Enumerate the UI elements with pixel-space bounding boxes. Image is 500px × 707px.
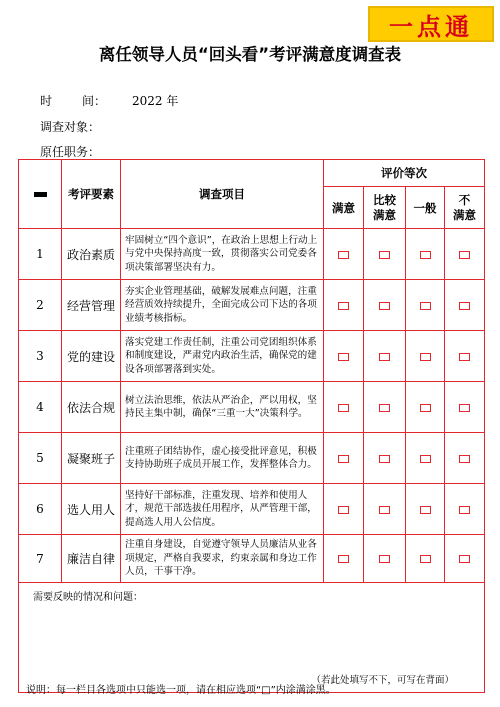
header-rating-group: 评价等次 bbox=[324, 160, 485, 187]
rating-cell[interactable] bbox=[324, 280, 364, 331]
time-label-2: 间： bbox=[82, 94, 107, 108]
brand-logo-text: 一点通 bbox=[389, 12, 473, 41]
checkbox[interactable] bbox=[379, 251, 390, 259]
checkbox[interactable] bbox=[459, 455, 470, 463]
row-item: 凝聚班子 bbox=[62, 433, 121, 484]
checkbox[interactable] bbox=[459, 302, 470, 310]
checkbox[interactable] bbox=[379, 506, 390, 514]
feedback-note: （若此处填写不下，可写在背面） bbox=[311, 675, 454, 686]
header-item: 考评要素 bbox=[62, 160, 121, 229]
rating-cell[interactable] bbox=[406, 433, 445, 484]
row-number: 7 bbox=[19, 535, 62, 583]
rating-cell[interactable] bbox=[364, 484, 406, 535]
row-item: 党的建设 bbox=[62, 331, 121, 382]
checkbox[interactable] bbox=[338, 506, 349, 514]
row-item: 廉洁自律 bbox=[62, 535, 121, 583]
checkbox[interactable] bbox=[420, 506, 431, 514]
checkbox[interactable] bbox=[420, 353, 431, 361]
rating-cell[interactable] bbox=[406, 484, 445, 535]
rating-cell[interactable] bbox=[364, 331, 406, 382]
header-rating-fairly-satisfied: 比较 满意 bbox=[364, 187, 406, 229]
feedback-label: 需要反映的情况和问题： bbox=[33, 592, 143, 603]
rating-cell[interactable] bbox=[406, 229, 445, 280]
rating-cell[interactable] bbox=[445, 331, 485, 382]
table-row bbox=[19, 535, 485, 583]
row-number: 2 bbox=[19, 280, 62, 331]
checkbox[interactable] bbox=[420, 455, 431, 463]
rating-cell[interactable] bbox=[364, 382, 406, 433]
checkbox[interactable] bbox=[420, 302, 431, 310]
row-content: 注重自身建设，自觉遵守领导人员廉洁从业各项规定，严格自我要求，约束亲属和身边工作人员，干事干净。 bbox=[121, 535, 324, 583]
checkbox[interactable] bbox=[459, 251, 470, 259]
rating-cell[interactable] bbox=[445, 382, 485, 433]
header-rating-unsatisfied: 不 满意 bbox=[445, 187, 485, 229]
row-item: 经营管理 bbox=[62, 280, 121, 331]
rating-cell[interactable] bbox=[324, 331, 364, 382]
checkbox[interactable] bbox=[338, 251, 349, 259]
rating-cell[interactable] bbox=[406, 535, 445, 583]
rating-cell[interactable] bbox=[406, 280, 445, 331]
survey-object-label: 调查对象： bbox=[40, 120, 101, 134]
header-seq bbox=[19, 160, 62, 229]
header-content: 调查项目 bbox=[121, 160, 324, 229]
header-rating-satisfied: 满意 bbox=[324, 187, 364, 229]
brand-logo bbox=[368, 6, 494, 42]
row-content: 坚持好干部标准，注重发现、培养和使用人才，规范干部选拔任用程序，从严管理干部，提高选人用人公信度。 bbox=[121, 484, 324, 535]
checkbox[interactable] bbox=[338, 404, 349, 412]
rating-cell[interactable] bbox=[406, 331, 445, 382]
table-row bbox=[19, 433, 485, 484]
rating-cell[interactable] bbox=[324, 484, 364, 535]
rating-cell[interactable] bbox=[445, 433, 485, 484]
row-content: 注重班子团结协作，虚心接受批评意见，积极支持协助班子成员开展工作，发挥整体合力。 bbox=[121, 433, 324, 484]
rating-cell[interactable] bbox=[445, 535, 485, 583]
checkbox[interactable] bbox=[459, 555, 470, 563]
checkbox[interactable] bbox=[338, 555, 349, 563]
footnote: 说明：每一栏目各选项中只能选一项，请在相应选项“□”内涂满涂黑。 bbox=[26, 685, 336, 696]
checkbox[interactable] bbox=[379, 302, 390, 310]
time-line bbox=[40, 92, 178, 109]
former-position-label: 原任职务： bbox=[40, 145, 101, 159]
row-number: 4 bbox=[19, 382, 62, 433]
rating-cell[interactable] bbox=[364, 535, 406, 583]
rating-cell[interactable] bbox=[445, 280, 485, 331]
row-content: 牢固树立“四个意识”，在政治上思想上行动上与党中央保持高度一致，贯彻落实公司党委各项决策部署坚决有力。 bbox=[121, 229, 324, 280]
rating-cell[interactable] bbox=[406, 382, 445, 433]
checkbox[interactable] bbox=[338, 455, 349, 463]
rating-cell[interactable] bbox=[364, 433, 406, 484]
rating-cell[interactable] bbox=[364, 229, 406, 280]
rating-cell[interactable] bbox=[324, 433, 364, 484]
rating-cell[interactable] bbox=[324, 229, 364, 280]
row-number: 3 bbox=[19, 331, 62, 382]
table-row bbox=[19, 382, 485, 433]
survey-table bbox=[18, 159, 485, 693]
seq-mark bbox=[34, 192, 47, 197]
table-row bbox=[19, 484, 485, 535]
rating-cell[interactable] bbox=[364, 280, 406, 331]
rating-cell[interactable] bbox=[445, 484, 485, 535]
row-content: 落实党建工作责任制，注重公司党团组织体系和制度建设，严肃党内政治生活，确保党的建设各项部署落到实处。 bbox=[121, 331, 324, 382]
checkbox[interactable] bbox=[338, 353, 349, 361]
rating-cell[interactable] bbox=[324, 535, 364, 583]
table-row bbox=[19, 229, 485, 280]
row-content: 树立法治思维，依法从严治企，严以用权，坚持民主集中制，确保“三重一大”决策科学。 bbox=[121, 382, 324, 433]
checkbox[interactable] bbox=[420, 251, 431, 259]
feedback-area[interactable] bbox=[19, 583, 485, 693]
row-number: 6 bbox=[19, 484, 62, 535]
checkbox[interactable] bbox=[459, 353, 470, 361]
checkbox[interactable] bbox=[379, 404, 390, 412]
checkbox[interactable] bbox=[459, 404, 470, 412]
row-item: 政治素质 bbox=[62, 229, 121, 280]
checkbox[interactable] bbox=[420, 404, 431, 412]
checkbox[interactable] bbox=[379, 455, 390, 463]
checkbox[interactable] bbox=[338, 302, 349, 310]
time-label-1: 时 bbox=[40, 94, 53, 108]
checkbox[interactable] bbox=[420, 555, 431, 563]
rating-cell[interactable] bbox=[445, 229, 485, 280]
feedback-row bbox=[19, 583, 485, 693]
checkbox[interactable] bbox=[379, 353, 390, 361]
row-item: 选人用人 bbox=[62, 484, 121, 535]
time-value: 2022 年 bbox=[132, 94, 179, 108]
row-item: 依法合规 bbox=[62, 382, 121, 433]
table-row bbox=[19, 331, 485, 382]
row-number: 5 bbox=[19, 433, 62, 484]
row-content: 夯实企业管理基础，破解发展难点问题，注重经营质效持续提升，全面完成公司下达的各项业绩考核指标。 bbox=[121, 280, 324, 331]
header-rating-average: 一般 bbox=[406, 187, 445, 229]
rating-cell[interactable] bbox=[324, 382, 364, 433]
checkbox[interactable] bbox=[379, 555, 390, 563]
table-row bbox=[19, 280, 485, 331]
page-title: 离任领导人员“回头看”考评满意度调查表 bbox=[98, 45, 402, 64]
row-number: 1 bbox=[19, 229, 62, 280]
checkbox[interactable] bbox=[459, 506, 470, 514]
